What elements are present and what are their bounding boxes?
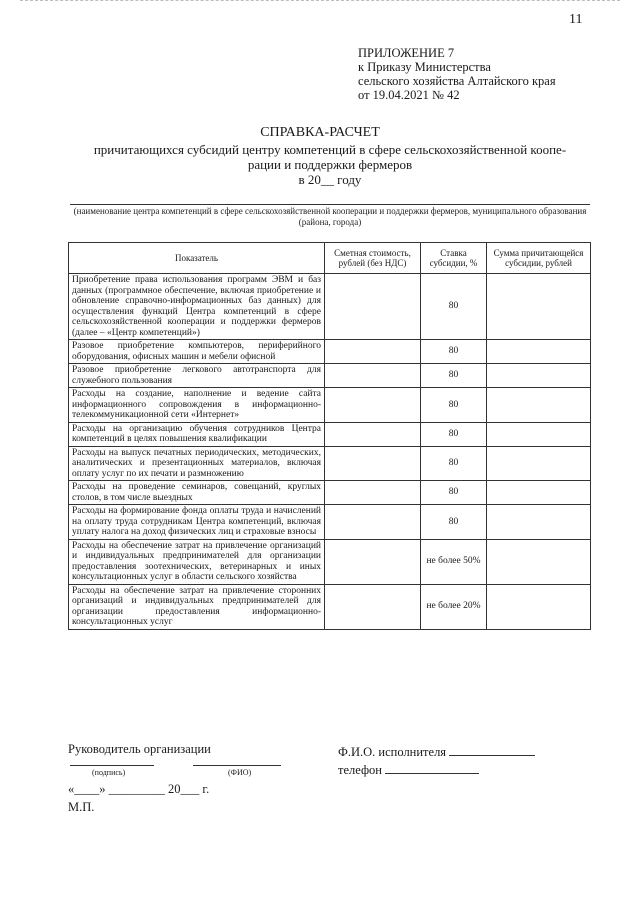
full-name-caption: (ФИО) <box>228 768 252 777</box>
row-cost <box>325 481 421 505</box>
appendix-line-1: ПРИЛОЖЕНИЕ 7 <box>358 46 455 60</box>
row-cost <box>325 340 421 364</box>
header-rate: Ставка субсидии, % <box>421 243 487 274</box>
row-indicator: Расходы на обеспечение затрат на привлечение организаций и индивидуальных предпринимателей для организации предоставления зоотехнических, ветеринарных и иных консультационных услуг в области сельского хозяйства <box>69 539 325 584</box>
row-indicator: Расходы на создание, наполнение и ведение сайта информационного сопровождения в информационно-телекоммуникационной сети «Интернет» <box>69 388 325 423</box>
table-row <box>69 539 591 584</box>
table-row <box>69 388 591 423</box>
appendix-line-4: от 19.04.2021 № 42 <box>358 88 460 102</box>
row-amount <box>487 505 591 540</box>
row-indicator: Разовое приобретение легкового автотранспорта для служебного пользования <box>69 364 325 388</box>
executor-label: Ф.И.О. исполнителя <box>338 745 447 759</box>
row-indicator: Приобретение права использования программ ЭВМ и баз данных (программное обеспечение, включая приобретение и обновление справочно-информационных баз данных) для осуществления функций Центра компетенций в сфере сельскохозяйственной кооперации и поддержки фермеров (далее – «Центр компетенций») <box>69 274 325 340</box>
signature-line <box>70 765 154 766</box>
row-cost <box>325 584 421 629</box>
row-cost <box>325 505 421 540</box>
row-indicator: Расходы на организацию обучения сотрудников Центра компетенций в целях повышения квалификации <box>69 422 325 446</box>
row-cost <box>325 274 421 340</box>
header-indicator: Показатель <box>69 243 325 274</box>
phone-line <box>385 762 479 774</box>
page-number: 11 <box>569 12 583 27</box>
top-edge-line <box>20 0 620 3</box>
row-cost <box>325 539 421 584</box>
table-row <box>69 422 591 446</box>
row-amount <box>487 481 591 505</box>
document-subtitle <box>70 142 590 187</box>
phone-field <box>338 762 479 778</box>
table-row <box>69 364 591 388</box>
appendix-line-2: к Приказу Министерства <box>358 60 491 74</box>
row-amount <box>487 539 591 584</box>
row-rate: 80 <box>421 364 487 388</box>
head-of-organization-label: Руководитель организации <box>68 742 211 756</box>
header-cost: Сметная стоимость, рублей (без НДС) <box>325 243 421 274</box>
row-cost <box>325 422 421 446</box>
subtitle-line-1: причитающихся субсидий центру компетенций в сфере сельскохозяйственной коопе- <box>93 142 567 157</box>
stamp-label: М.П. <box>68 800 95 814</box>
document-title: СПРАВКА-РАСЧЕТ <box>260 125 380 140</box>
executor-field <box>338 744 535 760</box>
date-line: «____» _________ 20___ г. <box>68 782 210 796</box>
row-amount <box>487 340 591 364</box>
executor-name-line <box>449 744 535 756</box>
appendix-block <box>358 46 556 102</box>
row-indicator: Расходы на выпуск печатных периодических, методических, аналитических и презентационных материалов, включая оплату услуг по их печати и размножению <box>69 446 325 481</box>
row-amount <box>487 274 591 340</box>
row-indicator: Разовое приобретение компьютеров, периферийного оборудования, офисных машин и мебели офисной <box>69 340 325 364</box>
row-rate: не более 50% <box>421 539 487 584</box>
phone-label: телефон <box>338 763 382 777</box>
table-row <box>69 584 591 629</box>
row-indicator: Расходы на обеспечение затрат на привлечение сторонних организаций и индивидуальных предпринимателей для организации предоставления информационно-консультационных услуг <box>69 584 325 629</box>
row-amount <box>487 364 591 388</box>
center-name-caption: (наименование центра компетенций в сфере сельскохозяйственной кооперации и поддержки фермеров, муниципального образования (района, города) <box>73 206 587 227</box>
row-rate: 80 <box>421 388 487 423</box>
table-row <box>69 340 591 364</box>
row-indicator: Расходы на формирование фонда оплаты труда и начислений на оплату труда сотрудникам Центра компетенций, включая уплату налога на доход физических лиц и страховые взносы <box>69 505 325 540</box>
table-row <box>69 505 591 540</box>
table-row <box>69 274 591 340</box>
signature-caption: (подпись) <box>92 768 126 777</box>
table-row <box>69 446 591 481</box>
subtitle-line-2: рации и поддержки фермеров <box>247 157 413 172</box>
year-line: в 20__ году <box>298 172 362 187</box>
row-indicator: Расходы на проведение семинаров, совещаний, круглых столов, в том числе выездных <box>69 481 325 505</box>
row-amount <box>487 388 591 423</box>
center-name-line <box>70 204 590 205</box>
row-rate: 80 <box>421 481 487 505</box>
table-header-row <box>69 243 591 274</box>
row-rate: не более 20% <box>421 584 487 629</box>
row-amount <box>487 584 591 629</box>
calculation-table <box>68 242 591 630</box>
row-cost <box>325 446 421 481</box>
row-amount <box>487 446 591 481</box>
row-rate: 80 <box>421 340 487 364</box>
row-rate: 80 <box>421 422 487 446</box>
row-rate: 80 <box>421 446 487 481</box>
header-amount: Сумма причитающейся субсидии, рублей <box>487 243 591 274</box>
row-rate: 80 <box>421 274 487 340</box>
row-cost <box>325 388 421 423</box>
row-amount <box>487 422 591 446</box>
table-row <box>69 481 591 505</box>
appendix-line-3: сельского хозяйства Алтайского края <box>358 74 556 88</box>
full-name-line <box>193 765 281 766</box>
row-rate: 80 <box>421 505 487 540</box>
row-cost <box>325 364 421 388</box>
